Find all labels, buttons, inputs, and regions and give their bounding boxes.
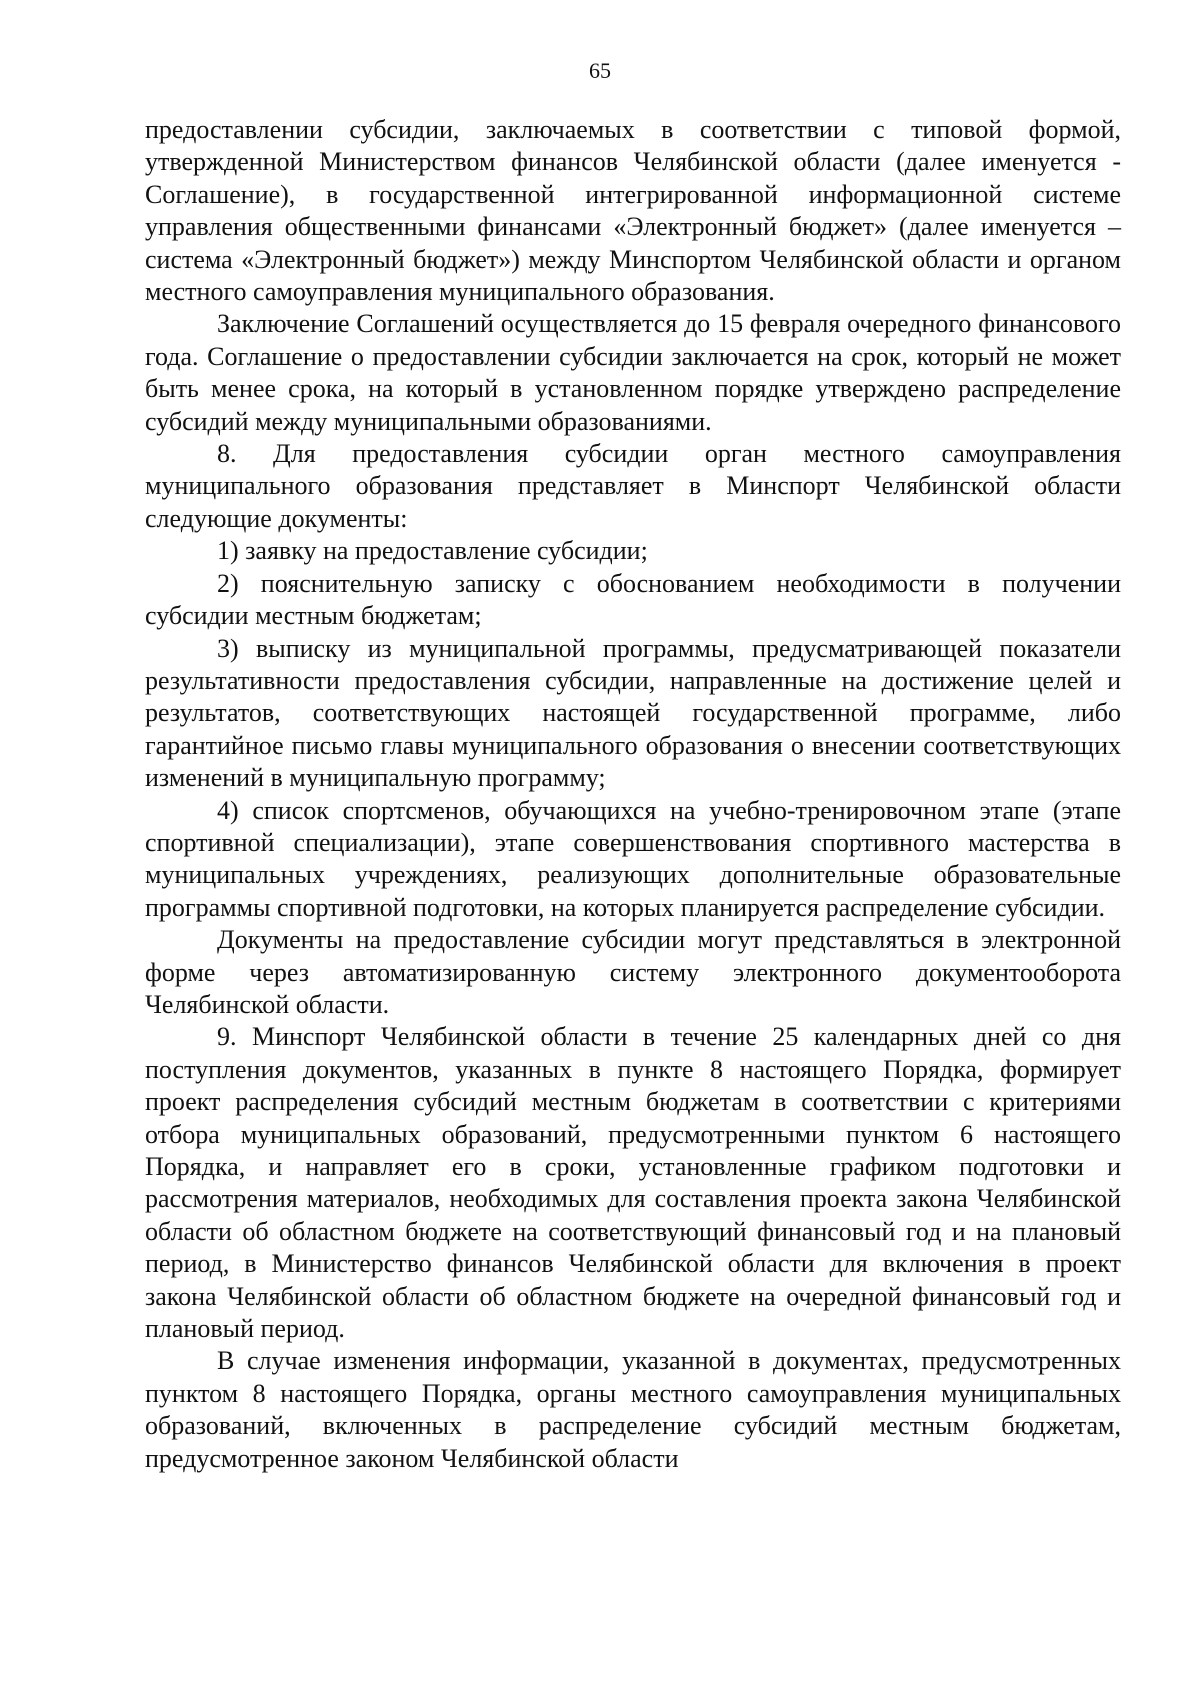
paragraph-item-8: 8. Для предоставления субсидии орган местного самоуправления муниципального образования представляет в Минспорт Челябинской области следующие документы: [145, 439, 1121, 533]
paragraph-documents: Документы на предоставление субсидии могут представляться в электронной форме через автоматизированную систему электронного документооборота Челябинской области. [145, 925, 1121, 1019]
document-body [145, 114, 1121, 1475]
list-item-1: 1) заявку на предоставление субсидии; [217, 536, 648, 566]
paragraph-1: предоставлении субсидии, заключаемых в соответствии с типовой формой, утвержденной Министерством финансов Челябинской области (далее именуется - Соглашение), в государственной интегрированной информационной системе управления общественными финансами «Электронный бюджет» (далее именуется – система «Электронный бюджет») между Минспортом Челябинской области и органом местного самоуправления муниципального образования. [145, 115, 1121, 307]
list-item-4: 4) список спортсменов, обучающихся на учебно-тренировочном этапе (этапе спортивной специализации), этапе совершенствования спортивного мастерства в муниципальных учреждениях, реализующих дополнительные образовательные программы спортивной подготовки, на которых планируется распределение субсидии. [145, 795, 1121, 922]
paragraph-item-9: 9. Минспорт Челябинской области в течение 25 календарных дней со дня поступления документов, указанных в пункте 8 настоящего Порядка, формирует проект распределения субсидий местным бюджетам в соответствии с критериями отбора муниципальных образований, предусмотренными пунктом 6 настоящего Порядка, и направляет его в сроки, установленные графиком подготовки и рассмотрения материалов, необходимых для составления проекта закона Челябинской области об областном бюджете на соответствующий финансовый год и на плановый период, в Министерство финансов Челябинской области для включения в проект закона Челябинской области об областном бюджете на очередной финансовый год и плановый период. [145, 1022, 1121, 1344]
paragraph-2: Заключение Соглашений осуществляется до 15 февраля очередного финансового года. Соглашение о предоставлении субсидии заключается на срок, который не может быть менее срока, на который в установленном порядке утверждено распределение субсидий между муниципальными образованиями. [145, 309, 1121, 436]
list-item-2: 2) пояснительную записку с обоснованием необходимости в получении субсидии местным бюджетам; [145, 568, 1121, 631]
paragraph-changes: В случае изменения информации, указанной в документах, предусмотренных пунктом 8 настоящего Порядка, органы местного самоуправления муниципальных образований, включенных в распределение субсидий местным бюджетам, предусмотренное законом Челябинской области [145, 1346, 1121, 1473]
page-number: 65 [589, 58, 611, 83]
list-item-3: 3) выписку из муниципальной программы, предусматривающей показатели результативности предоставления субсидии, направленные на достижение целей и результатов, соответствующих настоящей государственной программе, либо гарантийное письмо главы муниципального образования о внесении соответствующих изменений в муниципальную программу; [145, 633, 1121, 793]
